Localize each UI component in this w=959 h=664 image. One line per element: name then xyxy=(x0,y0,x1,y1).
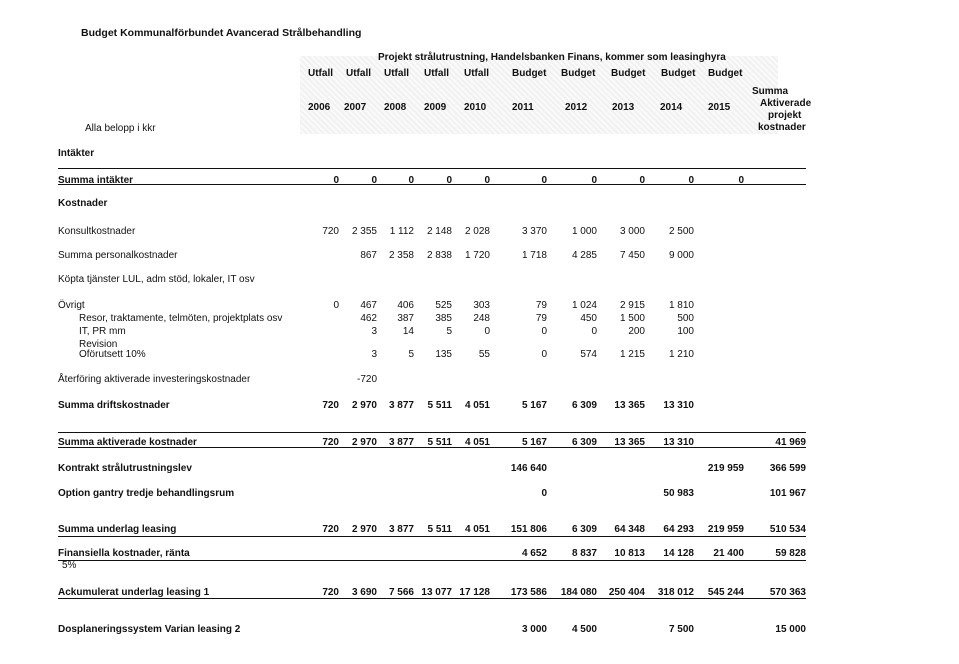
column-type-label: Budget xyxy=(611,68,646,79)
table-cell: 720 xyxy=(322,587,339,598)
row-label: Övrigt xyxy=(58,300,85,311)
table-cell: 184 080 xyxy=(560,587,597,598)
table-cell: 2 838 xyxy=(426,250,452,261)
table-cell: 303 xyxy=(473,300,490,311)
row-label: Oförutsett 10% xyxy=(79,349,146,360)
table-cell: 7 450 xyxy=(619,250,645,261)
table-cell: 720 xyxy=(322,400,339,411)
table-cell: 5 511 xyxy=(427,400,452,411)
table-cell: 200 xyxy=(628,326,645,337)
amount-note: Alla belopp i kkr xyxy=(85,123,156,134)
table-cell: 3 xyxy=(371,326,377,337)
table-cell: 64 348 xyxy=(614,524,645,535)
table-cell: 5 167 xyxy=(521,400,547,411)
row-label: Summa driftskostnader xyxy=(58,400,170,411)
table-cell: 4 051 xyxy=(464,437,490,448)
table-cell: 250 404 xyxy=(608,587,645,598)
table-cell: 64 293 xyxy=(663,524,694,535)
table-cell: -720 xyxy=(356,374,377,385)
table-cell: 1 210 xyxy=(668,349,694,360)
table-cell: 4 051 xyxy=(464,524,490,535)
table-cell: 13 310 xyxy=(663,437,694,448)
table-cell: 2 148 xyxy=(426,226,452,237)
table-cell: 4 652 xyxy=(521,548,547,559)
table-cell: 2 500 xyxy=(668,226,694,237)
table-cell: 385 xyxy=(435,313,452,324)
section-income: Intäkter xyxy=(58,148,95,159)
total-cell: 570 363 xyxy=(769,587,806,598)
year-label: 2015 xyxy=(708,102,731,113)
table-cell: 0 xyxy=(541,326,547,337)
table-cell: 10 813 xyxy=(614,548,645,559)
rule xyxy=(58,598,806,599)
document-title: Budget Kommunalförbundet Avancerad Strålbehandling xyxy=(81,27,362,39)
table-cell: 2 970 xyxy=(351,437,377,448)
table-cell: 1 810 xyxy=(668,300,694,311)
table-cell: 79 xyxy=(535,313,547,324)
table-cell: 17 128 xyxy=(459,587,490,598)
table-cell: 720 xyxy=(322,437,339,448)
row-label: Finansiella kostnader, ränta xyxy=(58,548,190,559)
column-type-label: Budget xyxy=(661,68,696,79)
row-label: Summa underlag leasing xyxy=(58,524,177,535)
table-cell: 406 xyxy=(397,300,414,311)
table-cell: 1 000 xyxy=(571,226,597,237)
table-cell: 7 566 xyxy=(388,587,414,598)
year-label: 2009 xyxy=(424,102,447,113)
table-cell: 55 xyxy=(478,349,490,360)
table-cell: 79 xyxy=(535,300,547,311)
table-cell: 0 xyxy=(541,488,547,499)
table-cell: 248 xyxy=(473,313,490,324)
column-type-label: Utfall xyxy=(308,68,333,79)
table-cell: 9 000 xyxy=(668,250,694,261)
table-cell: 4 051 xyxy=(464,400,490,411)
table-cell: 5 xyxy=(408,349,414,360)
table-cell: 0 xyxy=(591,326,597,337)
table-cell: 500 xyxy=(677,313,694,324)
table-cell: 4 285 xyxy=(571,250,597,261)
table-cell: 3 877 xyxy=(388,437,414,448)
table-cell: 5 167 xyxy=(521,437,547,448)
table-cell: 1 215 xyxy=(619,349,645,360)
table-cell: 219 959 xyxy=(707,463,744,474)
row-label: Summa intäkter xyxy=(58,175,134,186)
table-cell: 0 xyxy=(484,326,490,337)
table-cell: 1 500 xyxy=(619,313,645,324)
table-cell: 3 370 xyxy=(521,226,547,237)
table-cell: 2 970 xyxy=(351,524,377,535)
table-cell: 0 xyxy=(484,175,490,186)
row-label: Summa aktiverade kostnader xyxy=(58,437,197,448)
table-cell: 318 012 xyxy=(657,587,694,598)
table-cell: 0 xyxy=(738,175,744,186)
total-cell: 41 969 xyxy=(775,437,806,448)
table-cell: 450 xyxy=(580,313,597,324)
table-cell: 0 xyxy=(591,175,597,186)
table-cell: 50 983 xyxy=(663,488,694,499)
table-cell: 5 511 xyxy=(427,437,452,448)
rule xyxy=(58,432,806,433)
row-label: IT, PR mm xyxy=(79,326,126,337)
table-cell: 8 837 xyxy=(571,548,597,559)
project-header: Projekt strålutrustning, Handelsbanken Finans, kommer som leasinghyra xyxy=(378,52,726,63)
rule xyxy=(58,168,806,169)
table-cell: 3 000 xyxy=(619,226,645,237)
table-cell: 1 718 xyxy=(521,250,547,261)
rule xyxy=(58,536,806,537)
row-label: Återföring aktiverade investeringskostnader xyxy=(58,374,251,385)
row-sublabel: 5% xyxy=(62,560,77,571)
table-cell: 0 xyxy=(408,175,414,186)
table-cell: 3 877 xyxy=(388,400,414,411)
row-label: Revision xyxy=(79,339,118,350)
total-cell: 510 534 xyxy=(769,524,806,535)
table-cell: 4 500 xyxy=(571,624,597,635)
table-cell: 14 128 xyxy=(663,548,694,559)
table-cell: 2 355 xyxy=(351,226,377,237)
year-label: 2010 xyxy=(464,102,487,113)
table-cell: 1 024 xyxy=(571,300,597,311)
table-cell: 720 xyxy=(322,226,339,237)
total-cell: 366 599 xyxy=(769,463,806,474)
row-label: Konsultkostnader xyxy=(58,226,136,237)
column-type-label: Budget xyxy=(708,68,743,79)
year-label: 2011 xyxy=(512,102,534,113)
year-label: 2012 xyxy=(565,102,588,113)
row-label: Kontrakt strålutrustningslev xyxy=(58,463,192,474)
table-cell: 7 500 xyxy=(668,624,694,635)
row-label: Summa personalkostnader xyxy=(58,250,178,261)
total-header-4: kostnader xyxy=(758,122,806,133)
table-cell: 21 400 xyxy=(713,548,744,559)
column-type-label: Utfall xyxy=(424,68,449,79)
table-cell: 151 806 xyxy=(510,524,547,535)
table-cell: 0 xyxy=(333,300,339,311)
year-label: 2013 xyxy=(612,102,635,113)
table-cell: 1 112 xyxy=(389,226,414,237)
table-cell: 14 xyxy=(402,326,414,337)
total-cell: 101 967 xyxy=(769,488,806,499)
row-label: Ackumulerat underlag leasing 1 xyxy=(58,587,210,598)
row-label: Option gantry tredje behandlingsrum xyxy=(58,488,235,499)
table-cell: 0 xyxy=(446,175,452,186)
row-label: Köpta tjänster LUL, adm stöd, lokaler, IT osv xyxy=(58,274,255,285)
table-cell: 13 365 xyxy=(614,437,645,448)
column-type-label: Utfall xyxy=(384,68,409,79)
column-type-label: Utfall xyxy=(464,68,489,79)
table-cell: 3 690 xyxy=(351,587,377,598)
table-cell: 1 720 xyxy=(464,250,490,261)
table-cell: 0 xyxy=(371,175,377,186)
total-header-3: projekt xyxy=(768,110,802,121)
section-costs: Kostnader xyxy=(58,198,108,209)
column-type-label: Budget xyxy=(512,68,547,79)
year-label: 2014 xyxy=(660,102,683,113)
table-cell: 0 xyxy=(541,175,547,186)
total-cell: 15 000 xyxy=(775,624,806,635)
table-cell: 146 640 xyxy=(510,463,547,474)
year-label: 2007 xyxy=(344,102,367,113)
table-cell: 387 xyxy=(397,313,414,324)
table-cell: 6 309 xyxy=(571,400,597,411)
table-cell: 2 358 xyxy=(388,250,414,261)
table-cell: 6 309 xyxy=(571,524,597,535)
table-cell: 0 xyxy=(333,175,339,186)
table-cell: 2 028 xyxy=(464,226,490,237)
table-cell: 525 xyxy=(435,300,452,311)
table-cell: 545 244 xyxy=(707,587,744,598)
table-cell: 462 xyxy=(360,313,377,324)
table-cell: 5 xyxy=(446,326,452,337)
table-cell: 467 xyxy=(360,300,377,311)
table-cell: 2 915 xyxy=(619,300,645,311)
table-cell: 3 000 xyxy=(521,624,547,635)
column-type-label: Utfall xyxy=(346,68,371,79)
table-cell: 0 xyxy=(541,349,547,360)
row-label: Resor, traktamente, telmöten, projektplats osv xyxy=(79,313,283,324)
year-label: 2008 xyxy=(384,102,407,113)
column-type-label: Budget xyxy=(561,68,596,79)
table-cell: 3 xyxy=(371,349,377,360)
table-cell: 0 xyxy=(639,175,645,186)
table-cell: 6 309 xyxy=(571,437,597,448)
table-cell: 135 xyxy=(435,349,452,360)
table-cell: 3 877 xyxy=(388,524,414,535)
table-cell: 13 310 xyxy=(663,400,694,411)
table-cell: 2 970 xyxy=(351,400,377,411)
table-cell: 173 586 xyxy=(510,587,547,598)
year-label: 2006 xyxy=(308,102,331,113)
total-header-1: Summa xyxy=(752,86,789,97)
table-cell: 0 xyxy=(688,175,694,186)
row-label: Dosplaneringssystem Varian leasing 2 xyxy=(58,624,241,635)
table-cell: 574 xyxy=(580,349,597,360)
rule xyxy=(58,560,806,561)
table-cell: 867 xyxy=(360,250,377,261)
table-cell: 13 077 xyxy=(421,587,452,598)
table-cell: 219 959 xyxy=(707,524,744,535)
table-cell: 13 365 xyxy=(614,400,645,411)
total-header-2: Aktiverade xyxy=(760,98,812,109)
table-cell: 5 511 xyxy=(427,524,452,535)
table-cell: 720 xyxy=(322,524,339,535)
table-cell: 100 xyxy=(677,326,694,337)
total-cell: 59 828 xyxy=(775,548,806,559)
